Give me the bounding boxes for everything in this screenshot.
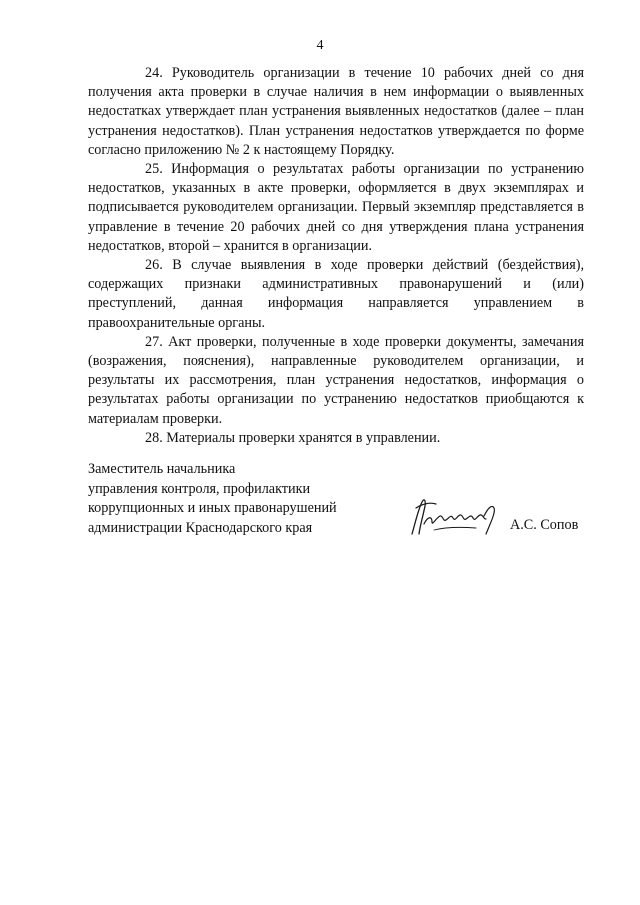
signer-name: А.С. Сопов [510,517,579,533]
signatory-title [88,460,388,538]
signatory-title-line: администрации Краснодарского края [88,519,313,536]
page-number: 4 [316,38,324,53]
signatory-title-line: управления контроля, профилактики [88,480,311,497]
paragraph-26: 26. В случае выявления в ходе проверки действий (бездействия), содержащих признаки административных правонарушений и (или) преступлений, данная информация направляется управлением в правоохранительные органы. [88,257,584,331]
paragraph-25: 25. Информация о результатах работы организации по устранению недостатков, указанных в акте проверки, оформляется в двух экземплярах и подписывается руководителем организации. Первый экземпляр представляется в управление в течение 20 рабочих дней со дня утверждения плана устранения недостатков, второй – хранится в организации. [88,161,584,254]
signatory-title-line: коррупционных и иных правонарушений [88,500,337,516]
paragraph-24: 24. Руководитель организации в течение 10 рабочих дней со дня получения акта проверки в случае наличия в нем информации о выявленных недостатках утверждает план устранения выявленных недостатков (далее – план устранения недостатков). План устранения недостатков утверждается по форме согласно приложению № 2 к настоящему Порядку. [88,65,584,158]
paragraph-27: 27. Акт проверки, полученные в ходе проверки документы, замечания (возражения, пояснения), направленные руководителем организации, и результаты их рассмотрения, план устранения недостатков, информация о результатах работы организации по устранению недостатков приобщаются к материалам проверки. [88,333,584,427]
document-body [88,64,584,448]
handwritten-signature [406,494,502,540]
signatory-title-line: Заместитель начальника [88,461,236,477]
paragraph-28: 28. Материалы проверки хранятся в управлении. [145,429,441,446]
